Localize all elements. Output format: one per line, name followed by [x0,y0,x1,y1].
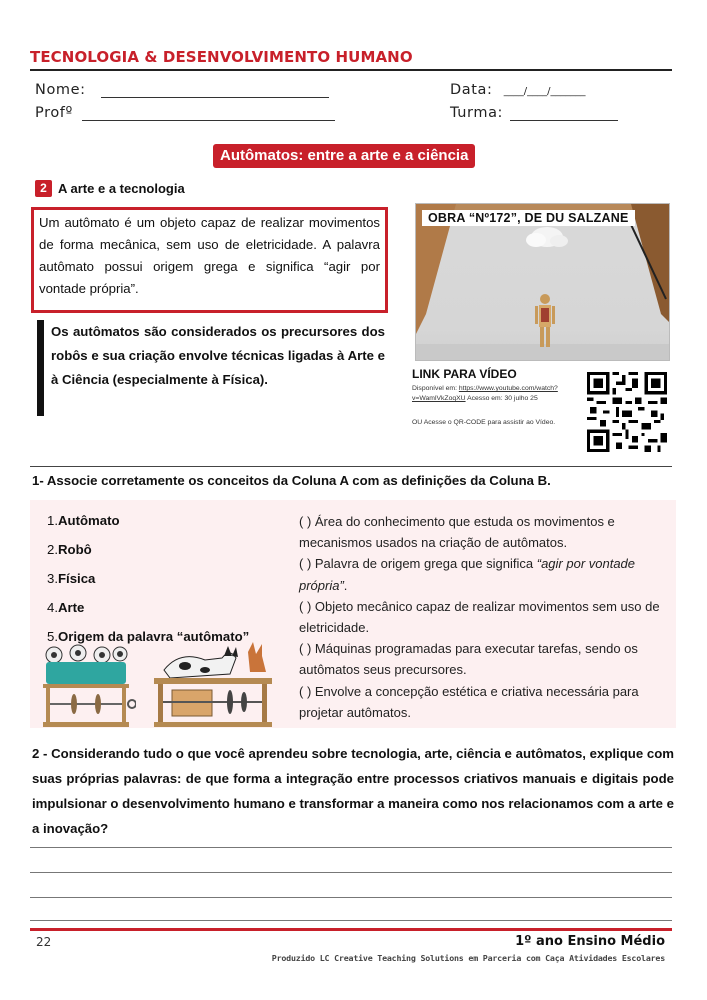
wooden-figure [535,294,555,347]
answer-line[interactable] [30,920,672,921]
highlight-quote [37,320,385,416]
artwork-caption: OBRA “Nº172”, DE DU SALZANE [422,210,635,226]
qr-code[interactable] [587,372,667,452]
video-link-text: Disponível em: https://www.youtube.com/watch? v=WamlVkZoqXU Acesso em: 30 julho 25 [412,385,558,402]
title-divider [30,69,672,71]
artwork-photo [415,203,670,361]
column-b-item[interactable]: ( ) Área do conhecimento que estuda os movimentos e mecanismos usados na criação de autômatos. [299,514,615,551]
answer-line[interactable] [30,897,672,898]
date-blank[interactable]: ____/____/_______ [503,86,586,97]
name-blank[interactable] [101,97,329,98]
credit-line: Produzido LC Creative Teaching Solutions em Parceria com Caça Atividades Escolares [271,953,665,963]
column-b-list [299,511,677,723]
teacher-field[interactable] [35,105,335,121]
name-field[interactable] [35,82,329,98]
lesson-title-banner: Autômatos: entre a arte e a ciência [213,144,475,168]
date-field[interactable] [450,82,585,98]
column-a-list [47,506,249,651]
video-link-title: LINK PARA VÍDEO [412,367,517,381]
section-title: A arte e a tecnologia [58,181,185,196]
column-a-item: 2.Robô [47,542,92,557]
column-b-item[interactable]: ( ) Envolve a concepção estética e criativa necessária para projetar autômatos. [299,683,639,720]
question-1-prompt: 1- Associe corretamente os conceitos da Coluna A com as definições da Coluna B. [32,473,551,488]
definition-box [31,207,388,313]
question-2-prompt: 2 - Considerando tudo o que você aprendeu sobre tecnologia, arte, ciência e autômatos, explique com suas próprias palavras: de que forma a integração entre processos criativos manuais e digitais pode impulsionar o desenvolvimento humano e transformar a maneira como nos relacionamos com a arte e a inovação? [32,746,674,836]
column-a-item: 3.Física [47,571,96,586]
section-number-badge: 2 [35,180,52,197]
qr-instruction: OU Acesse o QR-CODE para assistir ao Vídeo. [412,419,556,426]
answer-line[interactable] [30,872,672,873]
artwork-illustration [416,204,670,361]
column-b-item[interactable]: ( ) Palavra de origem grega que significa “agir por vontade própria”. [299,556,636,593]
video-url-id[interactable]: v=WamlVkZoqXU [412,395,466,402]
video-url-link[interactable]: https://www.youtube.com/watch? [458,385,558,392]
page-number: 22 [36,935,52,949]
class-label: Turma: [450,105,504,121]
column-a-item: 1.Autômato [47,513,120,528]
section-divider [30,466,672,467]
column-b-item[interactable]: ( ) Máquinas programadas para executar tarefas, sendo os autômatos seus precursores. [299,641,638,678]
grade-label: 1º ano Ensino Médio [515,934,665,949]
worksheet-title: TECNOLOGIA & DESENVOLVIMENTO HUMANO [30,48,413,66]
column-a-item: 4.Arte [47,600,85,615]
footer-divider [30,928,672,931]
teacher-blank[interactable] [82,120,335,121]
column-b-item[interactable]: ( ) Objeto mecânico capaz de realizar movimentos sem uso de eletricidade. [299,598,660,636]
teacher-label: Profº [35,105,73,121]
name-label: Nome: [35,82,86,98]
definition-text: Um autômato é um objeto capaz de realizar movimentos de forma mecânica, sem uso de eletricidade. A palavra autômato possui origem grega e significa “agir por vontade própria”. [39,215,380,296]
column-a-item: 5.Origem da palavra “autômato” [47,629,250,644]
class-blank[interactable] [510,120,618,121]
date-label: Data: [450,82,493,98]
automaton-illustration-1 [40,640,136,728]
answer-line[interactable] [30,847,672,848]
highlight-text: Os autômatos são considerados os precursores dos robôs e sua criação envolve técnicas ligadas à Arte e à Ciência (especialmente à Física). [51,324,385,387]
automaton-illustration-2 [150,640,276,728]
class-field[interactable] [450,105,618,121]
